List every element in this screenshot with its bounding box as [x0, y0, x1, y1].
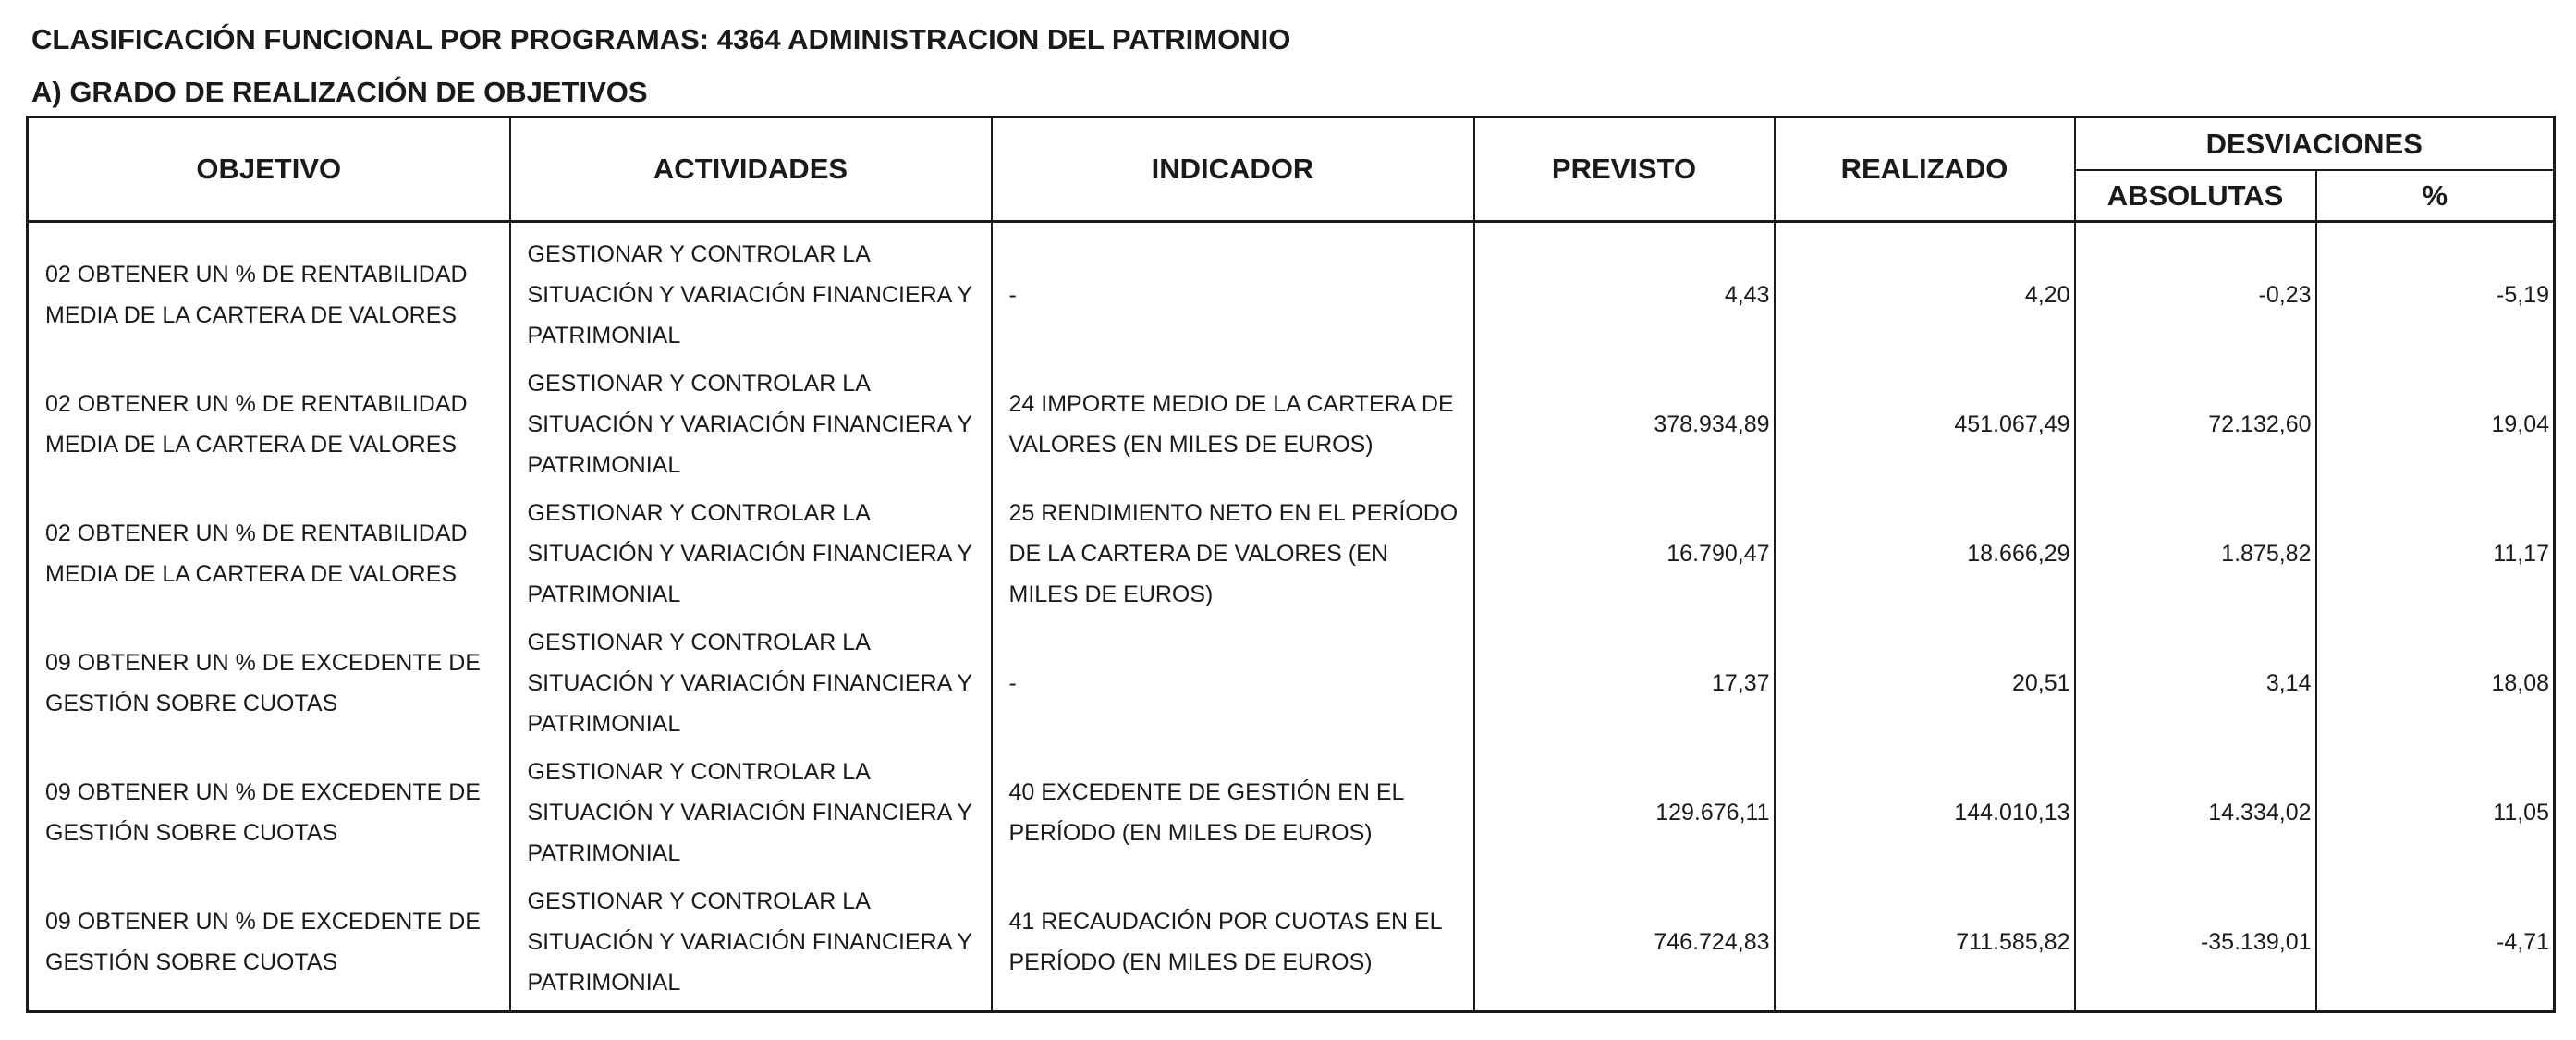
col-header-indicador: INDICADOR [992, 117, 1474, 222]
cell-porcentaje: 11,05 [2316, 748, 2555, 877]
section-title: A) GRADO DE REALIZACIÓN DE OBJETIVOS [31, 76, 648, 108]
cell-actividades: GESTIONAR Y CONTROLAR LA SITUACIÓN Y VARIACIÓN FINANCIERA Y PATRIMONIAL [510, 360, 992, 489]
cell-absolutas: -35.139,01 [2075, 877, 2316, 1012]
cell-porcentaje: 19,04 [2316, 360, 2555, 489]
col-header-absolutas: ABSOLUTAS [2075, 170, 2316, 222]
cell-realizado: 18.666,29 [1775, 489, 2075, 618]
col-header-desviaciones: DESVIACIONES [2075, 117, 2555, 171]
cell-objetivo: 02 OBTENER UN % DE RENTABILIDAD MEDIA DE LA CARTERA DE VALORES [28, 360, 510, 489]
cell-absolutas: -0,23 [2075, 222, 2316, 361]
cell-objetivo: 09 OBTENER UN % DE EXCEDENTE DE GESTIÓN SOBRE CUOTAS [28, 618, 510, 748]
cell-actividades: GESTIONAR Y CONTROLAR LA SITUACIÓN Y VARIACIÓN FINANCIERA Y PATRIMONIAL [510, 489, 992, 618]
cell-actividades: GESTIONAR Y CONTROLAR LA SITUACIÓN Y VARIACIÓN FINANCIERA Y PATRIMONIAL [510, 222, 992, 361]
cell-actividades: GESTIONAR Y CONTROLAR LA SITUACIÓN Y VARIACIÓN FINANCIERA Y PATRIMONIAL [510, 618, 992, 748]
col-header-previsto: PREVISTO [1474, 117, 1775, 222]
cell-indicador: 25 RENDIMIENTO NETO EN EL PERÍODO DE LA CARTERA DE VALORES (EN MILES DE EUROS) [992, 489, 1474, 618]
cell-porcentaje: 18,08 [2316, 618, 2555, 748]
table-row [28, 360, 2555, 489]
col-header-actividades: ACTIVIDADES [510, 117, 992, 222]
objectives-table [26, 116, 2556, 1013]
cell-indicador: - [992, 222, 1474, 361]
table-row [28, 618, 2555, 748]
cell-previsto: 378.934,89 [1474, 360, 1775, 489]
cell-realizado: 451.067,49 [1775, 360, 2075, 489]
cell-objetivo: 02 OBTENER UN % DE RENTABILIDAD MEDIA DE LA CARTERA DE VALORES [28, 489, 510, 618]
cell-previsto: 129.676,11 [1474, 748, 1775, 877]
cell-indicador: - [992, 618, 1474, 748]
cell-absolutas: 14.334,02 [2075, 748, 2316, 877]
table-row [28, 489, 2555, 618]
col-header-realizado: REALIZADO [1775, 117, 2075, 222]
cell-actividades: GESTIONAR Y CONTROLAR LA SITUACIÓN Y VARIACIÓN FINANCIERA Y PATRIMONIAL [510, 877, 992, 1012]
cell-absolutas: 72.132,60 [2075, 360, 2316, 489]
cell-previsto: 4,43 [1474, 222, 1775, 361]
cell-indicador: 40 EXCEDENTE DE GESTIÓN EN EL PERÍODO (EN MILES DE EUROS) [992, 748, 1474, 877]
col-header-objetivo: OBJETIVO [28, 117, 510, 222]
cell-objetivo: 09 OBTENER UN % DE EXCEDENTE DE GESTIÓN SOBRE CUOTAS [28, 748, 510, 877]
cell-absolutas: 3,14 [2075, 618, 2316, 748]
cell-realizado: 20,51 [1775, 618, 2075, 748]
cell-objetivo: 09 OBTENER UN % DE EXCEDENTE DE GESTIÓN SOBRE CUOTAS [28, 877, 510, 1012]
cell-previsto: 17,37 [1474, 618, 1775, 748]
cell-absolutas: 1.875,82 [2075, 489, 2316, 618]
cell-actividades: GESTIONAR Y CONTROLAR LA SITUACIÓN Y VARIACIÓN FINANCIERA Y PATRIMONIAL [510, 748, 992, 877]
cell-porcentaje: -4,71 [2316, 877, 2555, 1012]
cell-indicador: 41 RECAUDACIÓN POR CUOTAS EN EL PERÍODO (EN MILES DE EUROS) [992, 877, 1474, 1012]
cell-previsto: 16.790,47 [1474, 489, 1775, 618]
cell-realizado: 144.010,13 [1775, 748, 2075, 877]
table-row [28, 222, 2555, 361]
table-row [28, 877, 2555, 1012]
cell-realizado: 711.585,82 [1775, 877, 2075, 1012]
cell-porcentaje: 11,17 [2316, 489, 2555, 618]
col-header-porcentaje: % [2316, 170, 2555, 222]
cell-objetivo: 02 OBTENER UN % DE RENTABILIDAD MEDIA DE LA CARTERA DE VALORES [28, 222, 510, 361]
table-row [28, 748, 2555, 877]
cell-previsto: 746.724,83 [1474, 877, 1775, 1012]
cell-realizado: 4,20 [1775, 222, 2075, 361]
cell-porcentaje: -5,19 [2316, 222, 2555, 361]
cell-indicador: 24 IMPORTE MEDIO DE LA CARTERA DE VALORES (EN MILES DE EUROS) [992, 360, 1474, 489]
page-title: CLASIFICACIÓN FUNCIONAL POR PROGRAMAS: 4364 ADMINISTRACION DEL PATRIMONIO [31, 23, 1291, 55]
